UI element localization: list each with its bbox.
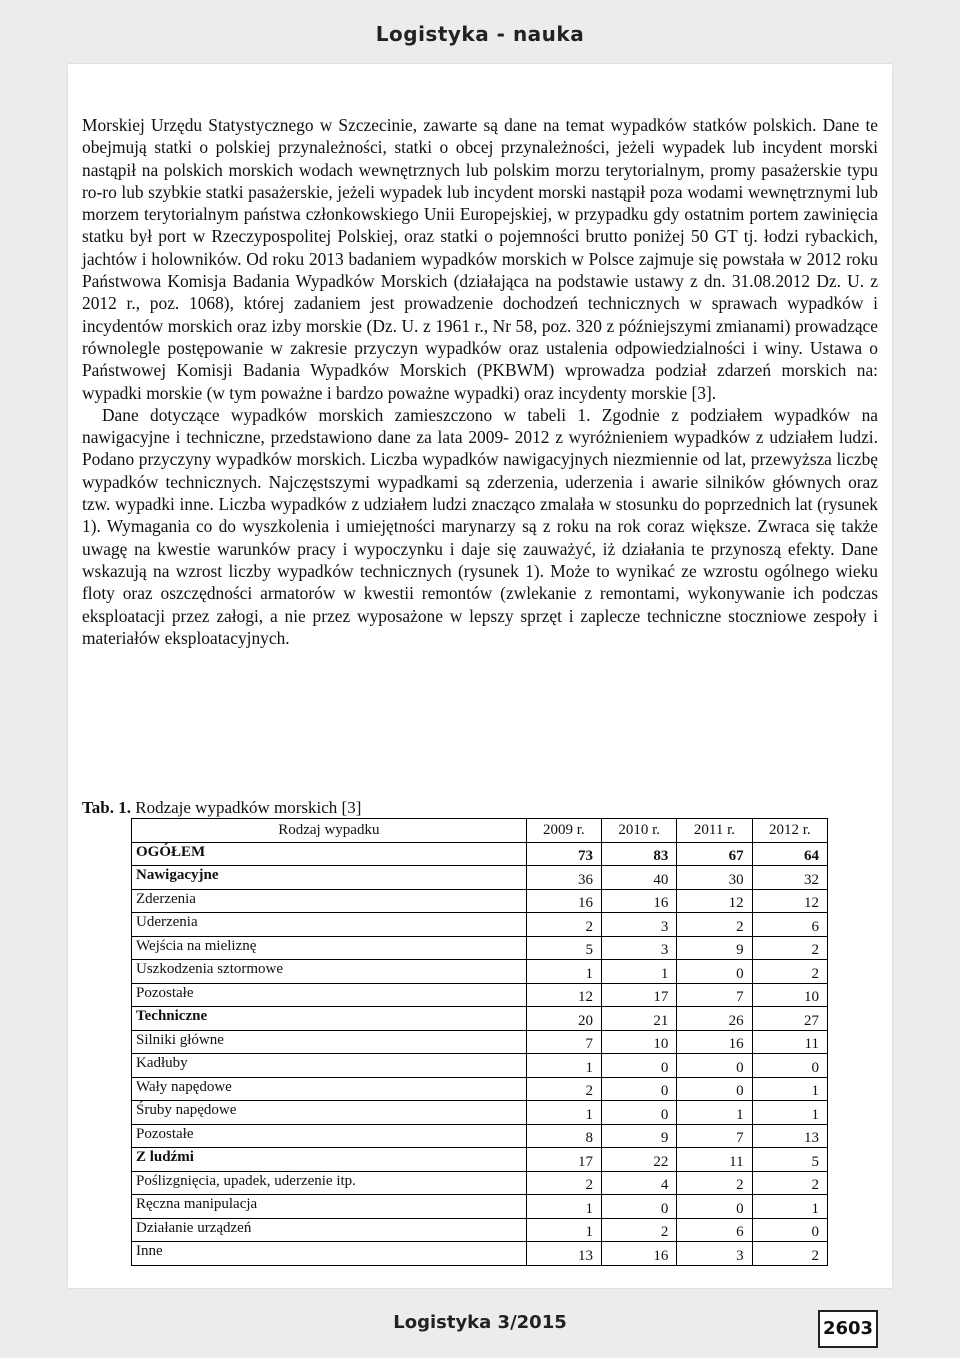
table-cell: 73 [526, 842, 601, 866]
table-caption-label: Tab. 1. [82, 798, 131, 817]
table-cell: 36 [526, 866, 601, 890]
table-cell: 40 [602, 866, 677, 890]
table-row [132, 842, 828, 866]
page-number: 2603 [818, 1310, 878, 1348]
paragraph: Morskiej Urzędu Statystycznego w Szczecinie, zawarte są dane na temat wypadków statków polskich. Dane te obejmują statki o polskiej przynależności, statki o obcej przynależności, jeżeli wypadek lub incydent morski nastąpił na polskich morskich wodach wewnętrznych lub polskim morzu terytorialnym, promy pasażerskie typu ro-ro lub szybkie statki pasażerskie, jeżeli wypadek lub incydent morski nastąpił poza wodami wewnętrznymi lub morzem terytorialnym państwa członkowskiego Unii Europejskiej, w przypadku gdy ostatnim portem zawinięcia statku był port w Rzeczypospolitej Polskiej, oraz statki o pojemności brutto poniżej 50 GT tj. łodzi rybackich, jachtów i holowników. Od roku 2013 badaniem wypadków morskich w Polsce zajmuje się powstała w 2012 roku Państwowa Komisja Badania Wypadków Morskich (działająca na podstawie ustawy z dn. 31.08.2012 Dz. U. z 2012 r., poz. 1068), której zadaniem jest prowadzenie dochodzeń technicznych w sprawach wypadków i incydentów morskich oraz izby morskie (Dz. U. z 1961 r., Nr 58, poz. 320 z późniejszymi zmianami) prowadzące równolegle postępowanie w zakresie przyczyn wypadków oraz ustalenia odpowiedzialności i winy. Ustawa o Państwowej Komisji Badania Wypadków Morskich (PKBWM) wprowadza podział zdarzeń morskich na: wypadki morskie (w tym poważne i bardzo poważne wypadki) oraz incydenty morskie [3]. [82, 115, 878, 403]
table-cell: 8 [526, 1124, 601, 1148]
table-cell: 12 [752, 889, 827, 913]
table-cell: 83 [602, 842, 677, 866]
table-cell: 0 [602, 1195, 677, 1219]
row-label: Wały napędowe [132, 1077, 527, 1101]
table-cell: 2 [677, 1171, 752, 1195]
row-label: OGÓŁEM [132, 842, 527, 866]
table-cell: 6 [677, 1218, 752, 1242]
table-cell: 17 [602, 983, 677, 1007]
table-cell: 3 [602, 913, 677, 937]
row-label: Nawigacyjne [132, 866, 527, 890]
table-cell: 2 [526, 1077, 601, 1101]
table-cell: 0 [602, 1054, 677, 1078]
table-cell: 0 [752, 1218, 827, 1242]
table-cell: 10 [752, 983, 827, 1007]
table-cell: 1 [526, 1101, 601, 1125]
table-row [132, 1030, 828, 1054]
table-cell: 2 [752, 960, 827, 984]
table-cell: 1 [752, 1101, 827, 1125]
table-cell: 0 [752, 1054, 827, 1078]
table-cell: 16 [602, 889, 677, 913]
column-header: 2009 r. [526, 819, 601, 843]
row-label: Kadłuby [132, 1054, 527, 1078]
table-cell: 1 [752, 1077, 827, 1101]
row-label: Pozostałe [132, 983, 527, 1007]
table-cell: 27 [752, 1007, 827, 1031]
table-cell: 16 [602, 1242, 677, 1266]
table-cell: 64 [752, 842, 827, 866]
table-cell: 0 [602, 1101, 677, 1125]
accidents-table [131, 818, 828, 1266]
article-body [82, 114, 878, 649]
table-cell: 2 [752, 1242, 827, 1266]
table-cell: 12 [677, 889, 752, 913]
table-cell: 0 [677, 1195, 752, 1219]
column-header: Rodzaj wypadku [132, 819, 527, 843]
table-cell: 2 [752, 1171, 827, 1195]
table-cell: 1 [526, 1218, 601, 1242]
table-cell: 1 [526, 1054, 601, 1078]
table-row [132, 1242, 828, 1266]
table-cell: 7 [526, 1030, 601, 1054]
row-label: Pozostałe [132, 1124, 527, 1148]
table-cell: 5 [752, 1148, 827, 1172]
table-cell: 5 [526, 936, 601, 960]
table-cell: 7 [677, 1124, 752, 1148]
table-cell: 16 [526, 889, 601, 913]
row-label: Z ludźmi [132, 1148, 527, 1172]
page-header [0, 0, 960, 64]
table-cell: 32 [752, 866, 827, 890]
table-row [132, 866, 828, 890]
row-label: Zderzenia [132, 889, 527, 913]
table-row [132, 983, 828, 1007]
table-row [132, 1124, 828, 1148]
table-row [132, 960, 828, 984]
row-label: Poślizgnięcia, upadek, uderzenie itp. [132, 1171, 527, 1195]
column-header: 2012 r. [752, 819, 827, 843]
table-cell: 4 [602, 1171, 677, 1195]
table-cell: 7 [677, 983, 752, 1007]
table-row [132, 889, 828, 913]
row-label: Śruby napędowe [132, 1101, 527, 1125]
table-row [132, 1171, 828, 1195]
table-cell: 9 [677, 936, 752, 960]
table-cell: 3 [602, 936, 677, 960]
page-footer [0, 1288, 960, 1358]
section-title: Logistyka - nauka [375, 22, 585, 46]
table-row [132, 1054, 828, 1078]
table-cell: 11 [677, 1148, 752, 1172]
table-cell: 0 [677, 960, 752, 984]
table-row [132, 1195, 828, 1219]
table-row [132, 1077, 828, 1101]
paragraph: Dane dotyczące wypadków morskich zamieszczono w tabeli 1. Zgodnie z podziałem wypadków na nawigacyjne i techniczne, przedstawiono dane za lata 2009- 2012 z wyróżnieniem wypadków z udziałem ludzi. Podano przyczyny wypadków morskich. Liczba wypadków nawigacyjnych niezmiennie od lat, przewyższa liczbę wypadków technicznych. Najczęstszymi wypadkami są zderzenia, uderzenia i awarie silników głównych oraz tzw. wypadki inne. Liczba wypadków z udziałem ludzi znacząco zmalała w stosunku do poprzednich lat (rysunek 1). Wymagania co do wyszkolenia i umiejętności marynarzy są z roku na rok coraz większe. Zwraca się także uwagę na kwestie warunków pracy i wypoczynku i daje się zauważyć, iż działania te przynoszą efekty. Dane wskazują na wzrost liczby wypadków technicznych (rysunek 1). Może to wynikać ze wzrostu ogólnego wieku floty oraz oszczędności armatorów w kwestii remontów (zwlekanie z remontami, wykonywanie ich podczas eksploatacji przez załogi, a nie przez wyposażone w lepszy sprzęt i zaplecze techniczne stoczniowe zespoły i materiałów eksploatacyjnych. [82, 404, 878, 648]
table-cell: 16 [677, 1030, 752, 1054]
table-cell: 30 [677, 866, 752, 890]
table-caption [82, 798, 361, 818]
table-body [132, 842, 828, 1265]
table-cell: 1 [602, 960, 677, 984]
table-cell: 10 [602, 1030, 677, 1054]
table-caption-text: Rodzaje wypadków morskich [3] [130, 798, 362, 817]
row-label: Uszkodzenia sztormowe [132, 960, 527, 984]
table-header-row [132, 819, 828, 843]
table-cell: 3 [677, 1242, 752, 1266]
table-cell: 2 [526, 913, 601, 937]
table-cell: 0 [677, 1054, 752, 1078]
table-cell: 12 [526, 983, 601, 1007]
table-cell: 26 [677, 1007, 752, 1031]
table-cell: 2 [602, 1218, 677, 1242]
table-row [132, 1007, 828, 1031]
table-cell: 2 [677, 913, 752, 937]
table-cell: 21 [602, 1007, 677, 1031]
table-cell: 0 [677, 1077, 752, 1101]
page-sheet [68, 64, 892, 1288]
table-cell: 6 [752, 913, 827, 937]
column-header: 2010 r. [602, 819, 677, 843]
row-label: Techniczne [132, 1007, 527, 1031]
table-cell: 1 [677, 1101, 752, 1125]
table-row [132, 1148, 828, 1172]
table-row [132, 913, 828, 937]
row-label: Działanie urządzeń [132, 1218, 527, 1242]
row-label: Inne [132, 1242, 527, 1266]
table-cell: 20 [526, 1007, 601, 1031]
table-cell: 67 [677, 842, 752, 866]
table-cell: 1 [526, 960, 601, 984]
table-cell: 1 [526, 1195, 601, 1219]
table-row [132, 1218, 828, 1242]
table-cell: 11 [752, 1030, 827, 1054]
table-cell: 22 [602, 1148, 677, 1172]
row-label: Wejścia na mieliznę [132, 936, 527, 960]
table-cell: 9 [602, 1124, 677, 1148]
table-row [132, 1101, 828, 1125]
table-cell: 0 [602, 1077, 677, 1101]
table-cell: 17 [526, 1148, 601, 1172]
row-label: Silniki główne [132, 1030, 527, 1054]
journal-title: Logistyka 3/2015 [393, 1312, 567, 1333]
table-cell: 13 [526, 1242, 601, 1266]
column-header: 2011 r. [677, 819, 752, 843]
row-label: Uderzenia [132, 913, 527, 937]
table-cell: 13 [752, 1124, 827, 1148]
table-cell: 2 [752, 936, 827, 960]
row-label: Ręczna manipulacja [132, 1195, 527, 1219]
table-cell: 1 [752, 1195, 827, 1219]
table-cell: 2 [526, 1171, 601, 1195]
table-row [132, 936, 828, 960]
